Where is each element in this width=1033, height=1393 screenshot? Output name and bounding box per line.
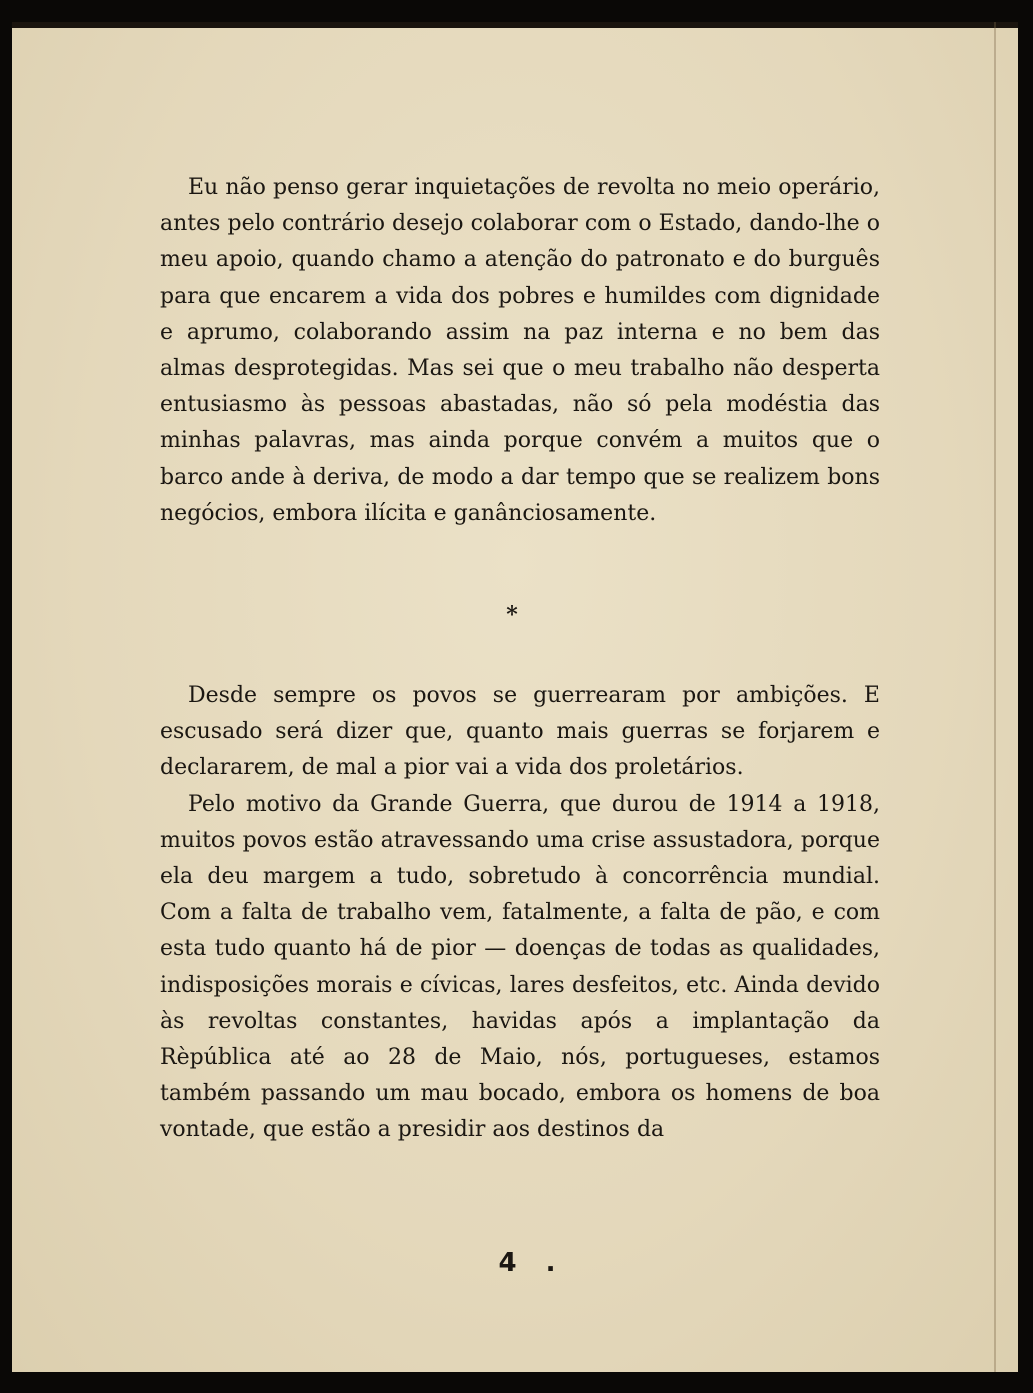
- paragraph: Eu não penso gerar inquietações de revolta no meio operário, antes pelo contrário desejo colaborar com o Estado, dando-lhe o meu apoio, quando chamo a atenção do patronato e do burguês para que encarem a vida dos pobres e humildes com dignidade e aprumo, colaborando assim na paz interna e no bem das almas desprotegidas. Mas sei que o meu trabalho não desperta entusiasmo às pessoas abastadas, não só pela modéstia das minhas palavras, mas ainda porque convém a muitos que o barco ande à deriva, de modo a dar tempo que se realizem bons negócios, embora ilícita e ganânciosamente.: [160, 175, 880, 526]
- text-section-2: [160, 678, 880, 1149]
- section-separator: *: [506, 602, 518, 628]
- paragraph: Pelo motivo da Grande Guerra, que durou de 1914 a 1918, muitos povos estão atravessando uma crise assustadora, porque ela deu margem a tudo, sobretudo à concorrência mundial. Com a falta de trabalho vem, fatalmente, a falta de pão, e com esta tudo quanto há de pior — doenças de todas as qualidades, indisposições morais e cívicas, lares desfeitos, etc. Ainda devido às revoltas constantes, havidas após a implantação da Rèpública até ao 28 de Maio, nós, portugueses, estamos também passando um mau bocado, embora os homens de boa vontade, que estão a presidir aos destinos da: [160, 791, 880, 1143]
- text-section-1: [160, 170, 880, 532]
- book-page: [12, 22, 1018, 1372]
- paragraph: Desde sempre os povos se guerrearam por ambições. E escusado será dizer que, quanto mais guerras se forjarem e declararem, de mal a pior vai a vida dos proletários.: [160, 683, 880, 781]
- page-number: 4 .: [498, 1248, 566, 1278]
